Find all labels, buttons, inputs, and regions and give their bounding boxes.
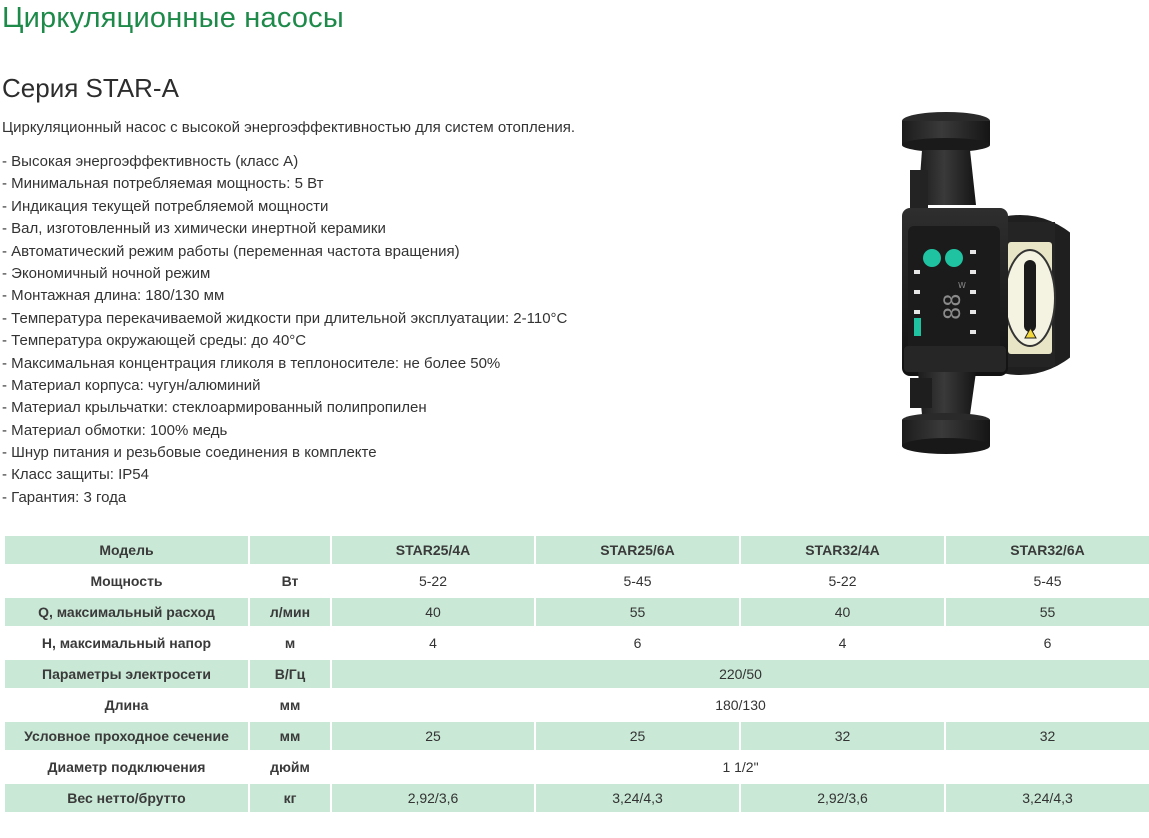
model-name: STAR32/4A — [741, 536, 944, 564]
feature-item: - Материал крыльчатки: стеклоармированный полипропилен — [2, 399, 427, 417]
table-row — [5, 753, 1149, 781]
table-row — [5, 691, 1149, 719]
row-value: 32 — [946, 722, 1149, 750]
row-label: Длина — [104, 697, 149, 713]
feature-item: - Вал, изготовленный из химически инертной керамики — [2, 220, 386, 238]
feature-item: - Экономичный ночной режим — [2, 264, 211, 282]
feature-item: - Максимальная концентрация гликоля в теплоносителе: не более 50% — [2, 354, 501, 372]
bottom-nut-icon — [902, 413, 990, 454]
row-value: 5-22 — [418, 573, 448, 589]
intro-text: Циркуляционный насос с высокой энергоэффективностью для систем отопления. — [2, 119, 576, 136]
table-row — [5, 598, 1149, 626]
feature-item: - Монтажная длина: 180/130 мм — [2, 287, 225, 305]
page-title: Циркуляционные насосы — [2, 2, 344, 34]
row-value: 5-45 — [1033, 573, 1062, 589]
row-label: Диаметр подключения — [47, 759, 206, 775]
table-row — [5, 660, 1149, 688]
row-value: 2,92/3,6 — [741, 784, 944, 812]
row-value: 32 — [741, 722, 944, 750]
row-merged-value: 220/50 — [332, 660, 1149, 688]
row-merged-value: 1 1/2" — [722, 759, 759, 775]
model-header: Модель — [5, 536, 248, 564]
row-merged-value: 180/130 — [715, 697, 766, 713]
model-name: STAR32/6A — [946, 536, 1149, 564]
row-unit: л/мин — [250, 598, 330, 626]
feature-item: - Автоматический режим работы (переменная частота вращения) — [2, 242, 460, 260]
row-unit: Вт — [281, 573, 299, 589]
power-unit-label: W — [958, 281, 966, 290]
row-unit: м — [284, 635, 296, 651]
row-value: 25 — [332, 722, 534, 750]
row-value: 40 — [741, 598, 944, 626]
row-unit: дюйм — [270, 759, 310, 775]
row-value: 6 — [1043, 635, 1052, 651]
row-label: H, максимальный напор — [41, 635, 212, 651]
row-value: 2,92/3,6 — [332, 784, 534, 812]
pump-product-image — [870, 110, 1070, 460]
row-unit: В/Гц — [250, 660, 330, 688]
row-value: 3,24/4,3 — [536, 784, 739, 812]
row-value: 3,24/4,3 — [946, 784, 1149, 812]
feature-item: - Температура окружающей среды: до 40°С — [2, 332, 307, 350]
row-value: 55 — [946, 598, 1149, 626]
table-row — [5, 567, 1149, 595]
series-title: Серия STAR-A — [2, 73, 179, 103]
feature-item: - Материал обмотки: 100% медь — [2, 421, 228, 439]
model-name: STAR25/6A — [536, 536, 739, 564]
row-value: 5-45 — [623, 573, 652, 589]
feature-item: - Класс защиты: IP54 — [2, 466, 149, 484]
power-display: 88 — [941, 293, 966, 320]
product-label-icon — [1005, 242, 1055, 354]
row-value: 6 — [633, 635, 642, 651]
row-unit: кг — [250, 784, 330, 812]
top-nut-icon — [902, 112, 990, 152]
control-panel-icon — [902, 208, 1008, 376]
row-value: 4 — [429, 635, 437, 651]
row-value: 25 — [536, 722, 739, 750]
table-row — [5, 629, 1149, 657]
table-row — [5, 722, 1149, 750]
model-name: STAR25/4A — [332, 536, 534, 564]
feature-item: - Температура перекачиваемой жидкости при длительной эксплуатации: 2-110°С — [2, 309, 568, 327]
table-header-row — [5, 536, 1149, 564]
row-value: 5-22 — [828, 573, 857, 589]
row-label: Параметры электросети — [5, 660, 248, 688]
feature-item: - Минимальная потребляемая мощность: 5 Вт — [2, 175, 324, 193]
spec-table — [3, 533, 1149, 815]
unit-header — [250, 536, 330, 564]
row-label: Мощность — [90, 573, 163, 589]
row-unit: мм — [250, 722, 330, 750]
feature-item: - Индикация текущей потребляемой мощности — [2, 197, 329, 215]
row-value: 55 — [536, 598, 739, 626]
mode-button-icon — [923, 249, 941, 267]
row-label: Вес нетто/брутто — [5, 784, 248, 812]
row-unit: мм — [279, 697, 301, 713]
row-value: 40 — [332, 598, 534, 626]
feature-item: - Высокая энергоэффективность (класс А) — [2, 153, 299, 170]
feature-item: - Гарантия: 3 года — [2, 488, 127, 506]
feature-list — [2, 151, 567, 509]
feature-item: - Материал корпуса: чугун/алюминий — [2, 376, 261, 394]
row-label: Q, максимальный расход — [5, 598, 248, 626]
row-value: 4 — [838, 635, 847, 651]
row-label: Условное проходное сечение — [5, 722, 248, 750]
feature-item: - Шнур питания и резьбовые соединения в комплекте — [2, 444, 377, 462]
power-button-icon — [945, 249, 963, 267]
table-row — [5, 784, 1149, 812]
